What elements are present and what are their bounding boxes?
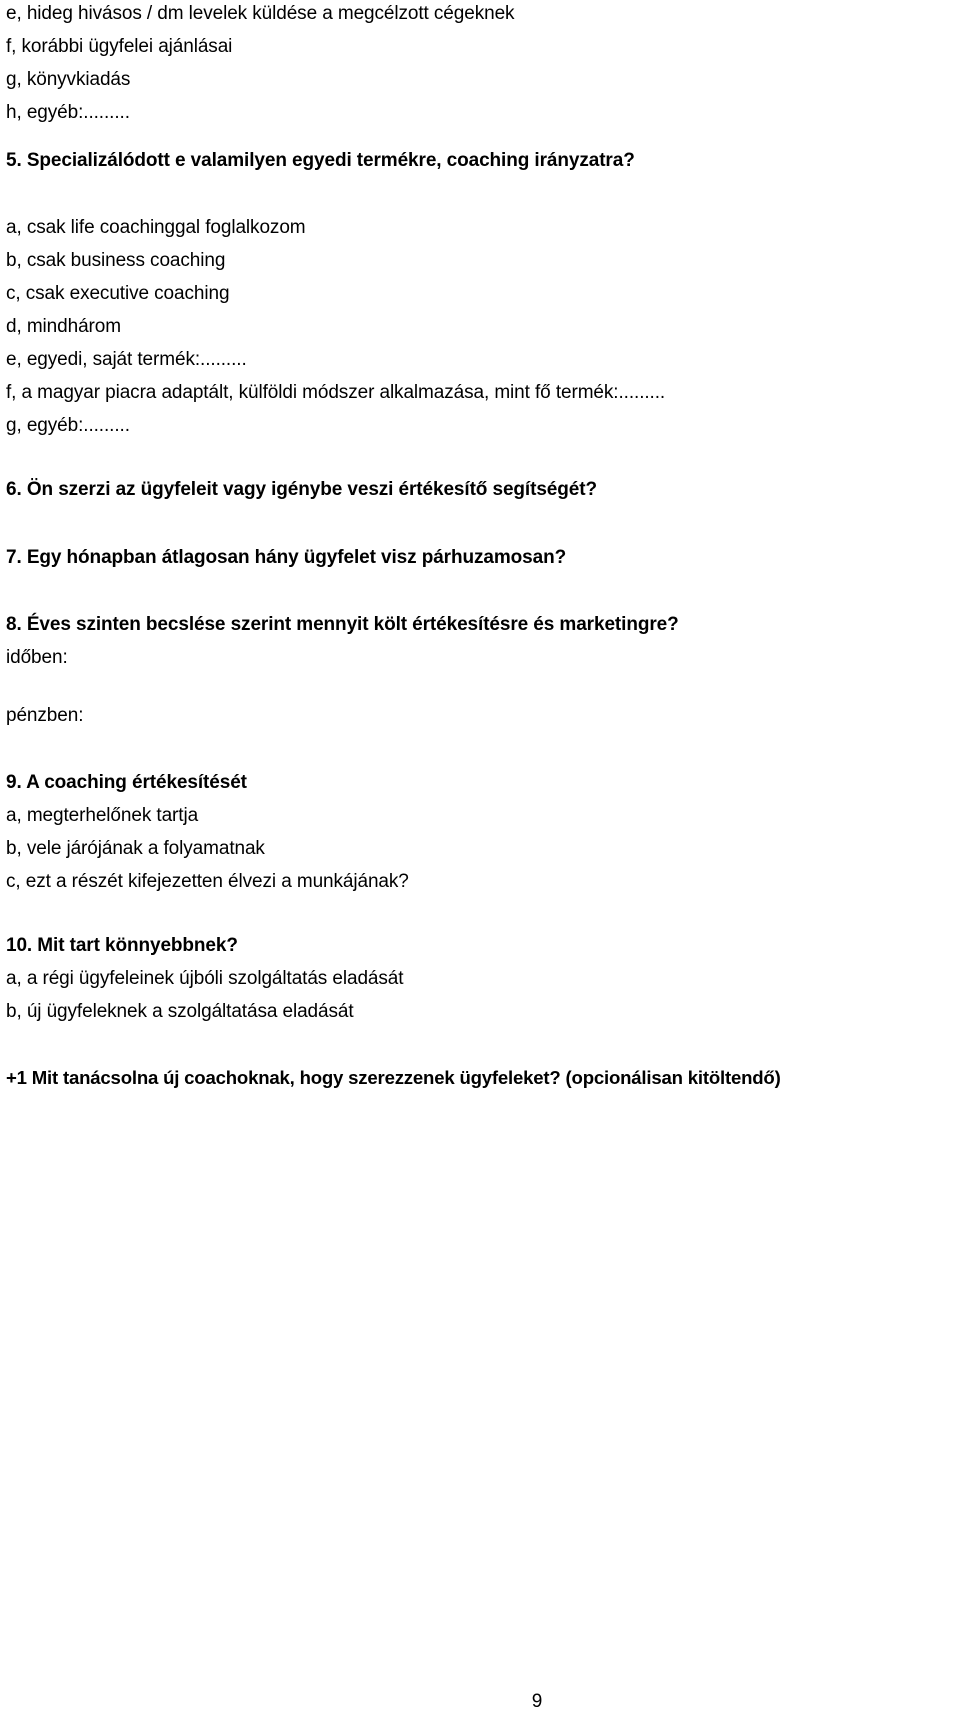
question-4-option-g: g, könyvkiadás xyxy=(6,69,131,90)
question-7-heading: 7. Egy hónapban átlagosan hány ügyfelet visz párhuzamosan? xyxy=(6,547,567,568)
question-6-heading: 6. Ön szerzi az ügyfeleit vagy igénybe veszi értékesítő segítségét? xyxy=(6,479,597,500)
page-number xyxy=(0,1689,960,1715)
question-5-option-f: f, a magyar piacra adaptált, külföldi módszer alkalmazása, mint fő termék:......... xyxy=(6,382,666,403)
question-10-heading: 10. Mit tart könnyebbnek? xyxy=(6,935,238,956)
question-5-option-g: g, egyéb:......... xyxy=(6,415,130,436)
question-5-option-a: a, csak life coachinggal foglalkozom xyxy=(6,217,306,238)
question-9-option-b: b, vele járójának a folyamatnak xyxy=(6,838,265,859)
question-5-option-e: e, egyedi, saját termék:......... xyxy=(6,349,247,370)
bonus-question-heading: +1 Mit tanácsolna új coachoknak, hogy szerezzenek ügyfeleket? (opcionálisan kitöltendő) xyxy=(6,1067,781,1088)
question-8-heading: 8. Éves szinten becslése szerint mennyit költ értékesítésre és marketingre? xyxy=(6,614,679,635)
question-5-heading: 5. Specializálódott e valamilyen egyedi termékre, coaching irányzatra? xyxy=(6,150,635,171)
question-10-option-a: a, a régi ügyfeleinek újbóli szolgáltatás eladását xyxy=(6,968,404,989)
question-9-option-a: a, megterhelőnek tartja xyxy=(6,805,199,826)
question-10-option-b: b, új ügyfeleknek a szolgáltatása eladását xyxy=(6,1001,354,1022)
question-8-time-label: időben: xyxy=(6,647,68,668)
question-9-option-c: c, ezt a részét kifejezetten élvezi a munkájának? xyxy=(6,871,409,892)
question-5-option-b: b, csak business coaching xyxy=(6,250,226,271)
question-8-money-label: pénzben: xyxy=(6,705,84,726)
question-5-option-c: c, csak executive coaching xyxy=(6,283,230,304)
question-5-option-d: d, mindhárom xyxy=(6,316,121,337)
page-number-text: 9 xyxy=(531,1691,543,1712)
question-4-option-e: e, hideg hivásos / dm levelek küldése a megcélzott cégeknek xyxy=(6,3,515,24)
question-4-option-f: f, korábbi ügyfelei ajánlásai xyxy=(6,36,233,57)
question-4-option-h: h, egyéb:......... xyxy=(6,102,130,123)
question-9-heading: 9. A coaching értékesítését xyxy=(6,772,247,793)
